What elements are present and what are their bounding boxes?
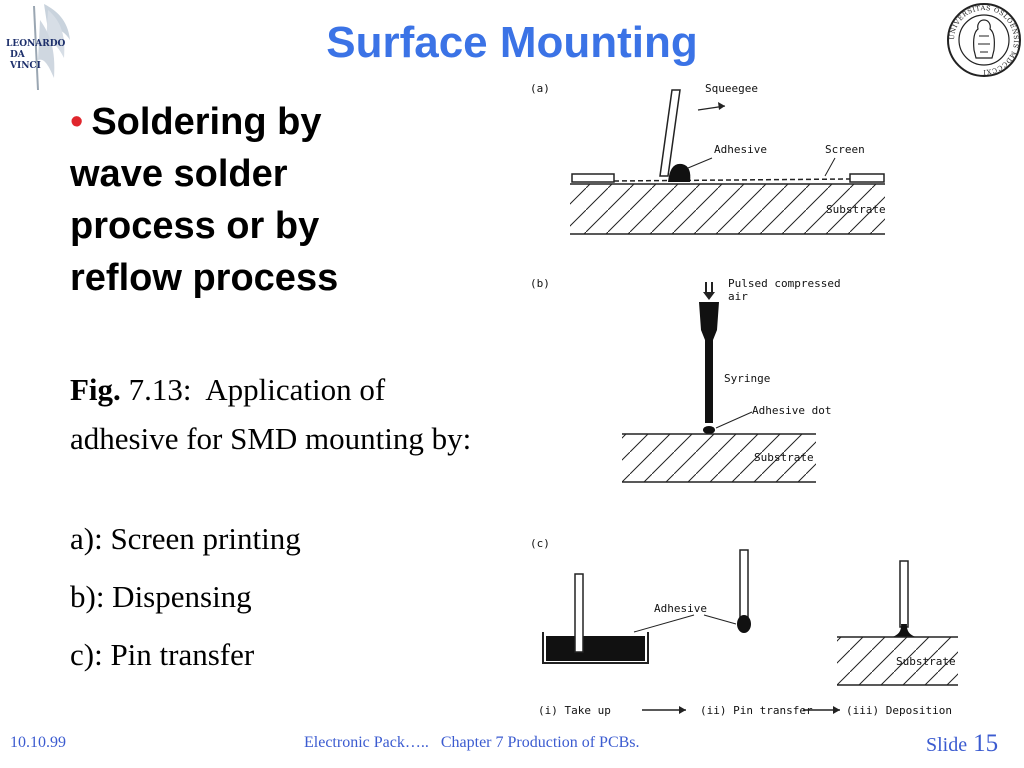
logo-text-line3: VINCI xyxy=(10,61,41,71)
adhesive-reservoir xyxy=(546,636,645,661)
squeegee-label: Squeegee xyxy=(705,82,758,95)
panel-b-dispensing xyxy=(530,277,841,482)
syringe-label: Syringe xyxy=(724,372,771,385)
adhesive-label-c: Adhesive xyxy=(654,602,707,615)
squeegee xyxy=(660,90,680,176)
substrate-label-a: Substrate xyxy=(826,203,886,216)
step-deposition: (iii) Deposition xyxy=(846,704,952,717)
footer-course-title: Electronic Pack….. Chapter 7 Production of PCBs. xyxy=(304,734,640,751)
panel-c-label: (c) xyxy=(530,537,550,550)
adhesive-blob xyxy=(668,164,690,182)
bullet-dot-icon: • xyxy=(70,101,84,143)
figure-caption-text: Application of adhesive for SMD mounting by: xyxy=(70,372,472,456)
step-pin-transfer: (ii) Pin transfer xyxy=(700,704,813,717)
figure-caption xyxy=(70,365,490,463)
adhesive-drop xyxy=(737,615,751,633)
bullet-text: Soldering by wave solder process or by reflow process xyxy=(70,101,339,299)
list-item-dispensing: b): Dispensing xyxy=(70,579,252,614)
substrate-label-c: Substrate xyxy=(896,655,956,668)
air-label-line2: air xyxy=(728,290,748,303)
logo-text-line1: LEONARDO xyxy=(6,39,66,49)
screen-left xyxy=(572,174,614,182)
substrate-label-b: Substrate xyxy=(754,451,814,464)
adhesive-application-diagram xyxy=(520,78,960,723)
slide-number-indicator xyxy=(926,730,998,758)
pin-deposition xyxy=(900,561,908,627)
slide-number: 15 xyxy=(973,730,999,757)
list-item-pin-transfer: c): Pin transfer xyxy=(70,637,255,672)
deposited-adhesive xyxy=(892,624,916,637)
air-label-line1: Pulsed compressed xyxy=(728,277,841,290)
adhesive-label-a: Adhesive xyxy=(714,143,767,156)
pin-transfer xyxy=(740,550,748,622)
bullet-point xyxy=(70,96,410,304)
list-item-screen-printing: a): Screen printing xyxy=(70,521,301,556)
slide-title: Surface Mounting xyxy=(326,18,698,67)
panel-c-pin-transfer xyxy=(530,537,958,717)
syringe xyxy=(699,302,719,423)
screen-label: Screen xyxy=(825,143,865,156)
adhesive-dot-label: Adhesive dot xyxy=(752,404,832,417)
panel-a-screen-printing xyxy=(530,82,886,234)
figure-number: 7.13: xyxy=(128,372,192,407)
footer-date: 10.10.99 xyxy=(10,734,66,751)
panel-b-label: (b) xyxy=(530,277,550,290)
panel-a-label: (a) xyxy=(530,82,550,95)
adhesive-dot xyxy=(703,426,715,434)
screen-right xyxy=(850,174,884,182)
step-take-up: (i) Take up xyxy=(538,704,611,717)
pin-take-up xyxy=(575,574,583,652)
logo-text-line2: DA xyxy=(10,50,25,60)
seal-text: UNIVERSITAS OSLOENSIS MDCCCXI xyxy=(947,3,1021,77)
slide-label: Slide xyxy=(926,734,968,756)
figure-label: Fig. xyxy=(70,372,121,407)
